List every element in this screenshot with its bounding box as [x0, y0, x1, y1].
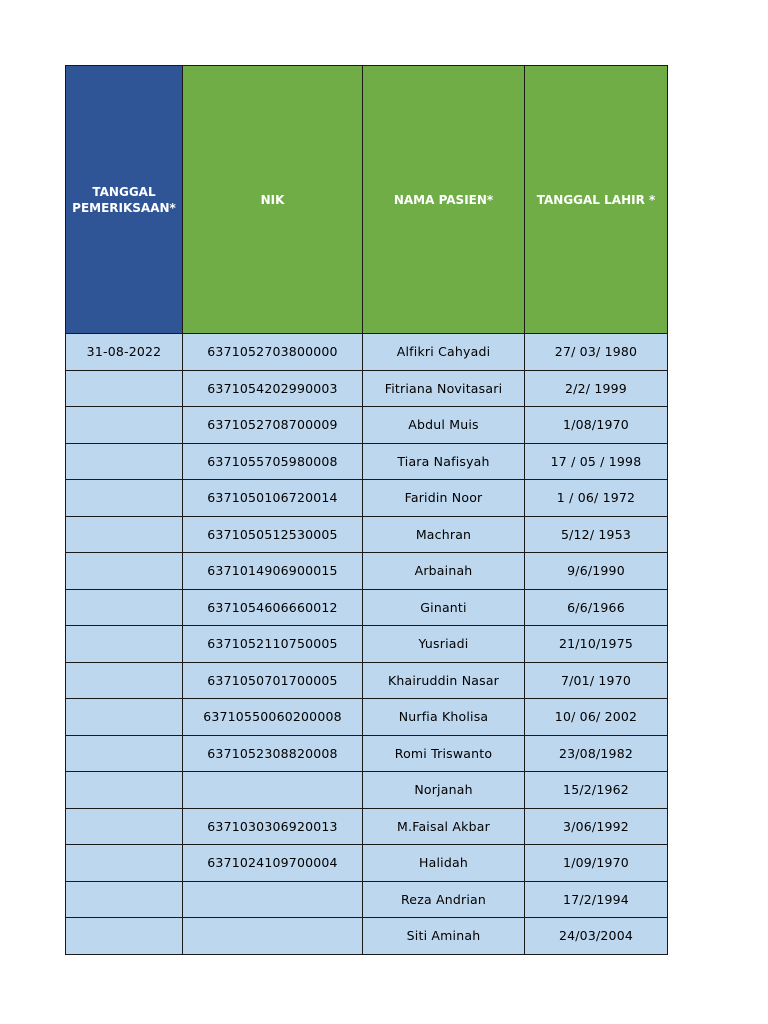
- table-row: [66, 772, 668, 809]
- cell-tanggal-pemeriksaan: [66, 772, 183, 809]
- cell-nik: 6371052110750005: [183, 626, 363, 663]
- cell-tanggal-pemeriksaan: [66, 407, 183, 444]
- cell-nama-pasien: Alfikri Cahyadi: [363, 334, 525, 371]
- cell-nama-pasien: Reza Andrian: [363, 881, 525, 918]
- header-nama-pasien: NAMA PASIEN*: [363, 66, 525, 334]
- cell-nama-pasien: Arbainah: [363, 553, 525, 590]
- cell-nama-pasien: Norjanah: [363, 772, 525, 809]
- table-row: [66, 334, 668, 371]
- cell-nama-pasien: Abdul Muis: [363, 407, 525, 444]
- cell-tanggal-pemeriksaan: [66, 918, 183, 955]
- cell-nama-pasien: M.Faisal Akbar: [363, 808, 525, 845]
- cell-nik: 6371030306920013: [183, 808, 363, 845]
- cell-nik: 6371024109700004: [183, 845, 363, 882]
- cell-nik: 6371052308820008: [183, 735, 363, 772]
- cell-tanggal-pemeriksaan: [66, 662, 183, 699]
- table-row: [66, 918, 668, 955]
- cell-tanggal-lahir: 21/10/1975: [525, 626, 668, 663]
- cell-nik: 6371050512530005: [183, 516, 363, 553]
- cell-nik: [183, 772, 363, 809]
- cell-tanggal-pemeriksaan: [66, 370, 183, 407]
- table-row: [66, 407, 668, 444]
- cell-nama-pasien: Nurfia Kholisa: [363, 699, 525, 736]
- patient-table: [65, 65, 668, 955]
- table-row: [66, 699, 668, 736]
- cell-tanggal-lahir: 27/ 03/ 1980: [525, 334, 668, 371]
- header-row: [66, 66, 668, 334]
- cell-tanggal-lahir: 23/08/1982: [525, 735, 668, 772]
- table-row: [66, 589, 668, 626]
- cell-nik: 6371052703800000: [183, 334, 363, 371]
- cell-tanggal-pemeriksaan: [66, 553, 183, 590]
- cell-tanggal-pemeriksaan: 31-08-2022: [66, 334, 183, 371]
- header-tanggal-pemeriksaan: TANGGAL PEMERIKSAAN*: [66, 66, 183, 334]
- cell-tanggal-pemeriksaan: [66, 589, 183, 626]
- table-row: [66, 626, 668, 663]
- cell-tanggal-lahir: 1/09/1970: [525, 845, 668, 882]
- cell-tanggal-lahir: 6/6/1966: [525, 589, 668, 626]
- cell-tanggal-lahir: 1 / 06/ 1972: [525, 480, 668, 517]
- table-row: [66, 480, 668, 517]
- cell-nik: 6371050701700005: [183, 662, 363, 699]
- cell-nama-pasien: Machran: [363, 516, 525, 553]
- cell-tanggal-lahir: 1/08/1970: [525, 407, 668, 444]
- cell-tanggal-pemeriksaan: [66, 516, 183, 553]
- cell-nik: 6371054606660012: [183, 589, 363, 626]
- cell-tanggal-lahir: 17 / 05 / 1998: [525, 443, 668, 480]
- cell-nik: 6371050106720014: [183, 480, 363, 517]
- cell-tanggal-lahir: 2/2/ 1999: [525, 370, 668, 407]
- table-row: [66, 808, 668, 845]
- table-row: [66, 553, 668, 590]
- cell-tanggal-pemeriksaan: [66, 808, 183, 845]
- cell-nik: [183, 881, 363, 918]
- table-row: [66, 881, 668, 918]
- cell-tanggal-lahir: 15/2/1962: [525, 772, 668, 809]
- cell-nama-pasien: Ginanti: [363, 589, 525, 626]
- cell-tanggal-lahir: 9/6/1990: [525, 553, 668, 590]
- table-row: [66, 662, 668, 699]
- cell-nik: [183, 918, 363, 955]
- cell-nama-pasien: Khairuddin Nasar: [363, 662, 525, 699]
- cell-tanggal-pemeriksaan: [66, 735, 183, 772]
- table-row: [66, 443, 668, 480]
- cell-tanggal-lahir: 17/2/1994: [525, 881, 668, 918]
- header-nik: NIK: [183, 66, 363, 334]
- cell-tanggal-pemeriksaan: [66, 845, 183, 882]
- cell-tanggal-lahir: 3/06/1992: [525, 808, 668, 845]
- table-row: [66, 735, 668, 772]
- cell-tanggal-pemeriksaan: [66, 699, 183, 736]
- cell-tanggal-lahir: 5/12/ 1953: [525, 516, 668, 553]
- cell-tanggal-pemeriksaan: [66, 626, 183, 663]
- cell-tanggal-pemeriksaan: [66, 443, 183, 480]
- table-row: [66, 370, 668, 407]
- cell-nik: 6371014906900015: [183, 553, 363, 590]
- cell-tanggal-pemeriksaan: [66, 480, 183, 517]
- cell-tanggal-pemeriksaan: [66, 881, 183, 918]
- cell-nama-pasien: Romi Triswanto: [363, 735, 525, 772]
- header-tanggal-lahir: TANGGAL LAHIR *: [525, 66, 668, 334]
- cell-tanggal-lahir: 7/01/ 1970: [525, 662, 668, 699]
- cell-nik: 6371052708700009: [183, 407, 363, 444]
- cell-nama-pasien: Siti Aminah: [363, 918, 525, 955]
- cell-tanggal-lahir: 24/03/2004: [525, 918, 668, 955]
- table-row: [66, 845, 668, 882]
- cell-nama-pasien: Yusriadi: [363, 626, 525, 663]
- cell-nik: 63710550060200008: [183, 699, 363, 736]
- cell-tanggal-lahir: 10/ 06/ 2002: [525, 699, 668, 736]
- cell-nama-pasien: Halidah: [363, 845, 525, 882]
- cell-nama-pasien: Faridin Noor: [363, 480, 525, 517]
- cell-nama-pasien: Fitriana Novitasari: [363, 370, 525, 407]
- cell-nik: 6371054202990003: [183, 370, 363, 407]
- table-body: [66, 334, 668, 955]
- cell-nama-pasien: Tiara Nafisyah: [363, 443, 525, 480]
- cell-nik: 6371055705980008: [183, 443, 363, 480]
- table-row: [66, 516, 668, 553]
